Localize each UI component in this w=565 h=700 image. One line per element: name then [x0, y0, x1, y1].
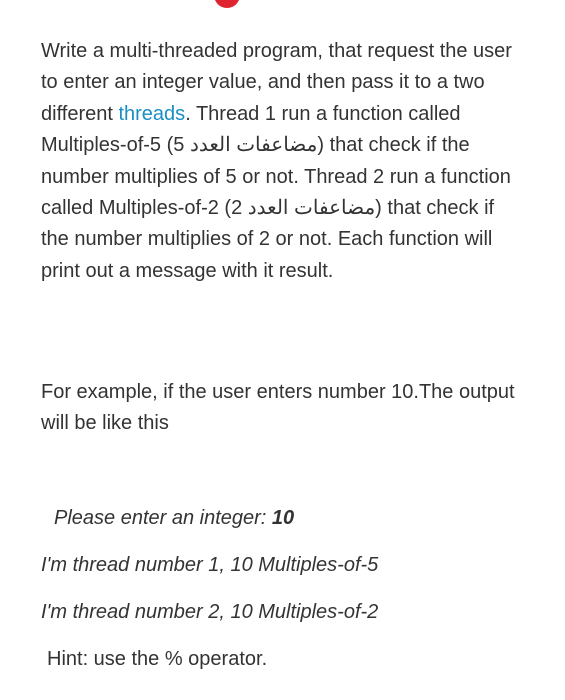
hint-text: Hint: use the % operator. — [47, 648, 268, 670]
arabic-multiples-of-5: (مضاعفات العدد 5) — [166, 134, 325, 157]
output-line-thread2: I'm thread number 2, 10 Multiples-of-2 — [41, 601, 379, 623]
output-line-prompt — [54, 505, 294, 531]
question-paragraph — [41, 36, 521, 287]
question-text — [41, 36, 521, 287]
question-end: that check if the number multiplies of 2 or not. Each function will print out a message with it result. — [41, 197, 495, 282]
output-line-thread1: I'm thread number 1, 10 Multiples-of-5 — [41, 554, 379, 576]
question-intro: Write a multi-threaded program, that request the user to enter an integer value, and then pass it to a two different — [41, 40, 512, 125]
prompt-value: 10 — [271, 507, 295, 529]
arabic-multiples-of-2: (مضاعفات العدد 2) — [224, 197, 382, 220]
question-thread1: . Thread 1 run a function called Multiples-of-5 — [41, 102, 461, 157]
question-thread2: that check if the number multiplies of 5 or not. Thread 2 run a function called Multiples-of-2 — [41, 134, 511, 220]
notification-badge — [214, 0, 240, 8]
prompt-text: Please enter an integer: — [54, 507, 272, 529]
example-intro: For example, if the user enters number 10.The output will be like this — [41, 381, 515, 435]
threads-link[interactable]: threads — [118, 102, 186, 125]
